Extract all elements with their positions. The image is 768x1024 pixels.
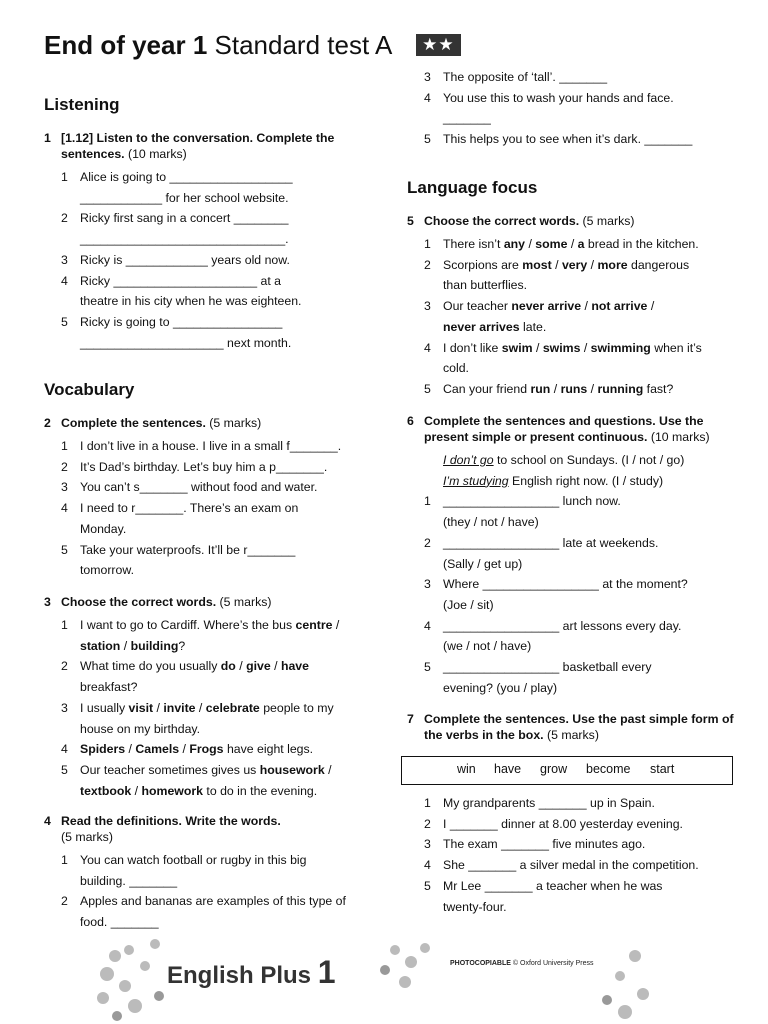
list-item: 3 Where _________________ at the moment? (Joe / sit) — [424, 577, 688, 612]
list-item: 1 You can watch football or rugby in this big building. _______ — [61, 853, 307, 888]
question-3: 3 Choose the correct words. (5 marks) 1 I want to go to Cardiff. Where’s the bus centre / station / building? 2 What time do you usually do / give / have breakfast? 3 I usually visit / invite / celebrate people to my house on my birthday. 4 Spiders / Camels / Frogs have eight legs. 5 Our teacher sometimes gives us housework / textbook / homework to do in the evening. — [44, 594, 364, 801]
question-2: 2 Complete the sentences. (5 marks) 1 I don’t live in a house. I live in a small f_______. 2 It’s Dad’s birthday. Let’s buy him a p_______. 3 You can’t s_______ without food and water. 4 I need to r_______. There’s an exam on Monday. 5 Take your waterproofs. It’ll be r_______ tomorrow. — [44, 415, 364, 581]
page-title — [44, 30, 461, 61]
list-item: 5 Our teacher sometimes gives us housework / textbook / homework to do in the evening. — [61, 762, 332, 798]
difficulty-stars-badge: ★★ — [416, 34, 460, 56]
brand-logo: English Plus 1 — [167, 954, 336, 990]
list-item: 1 I want to go to Cardiff. Where’s the bus centre / station / building? — [61, 618, 340, 653]
list-item: 4 Spiders / Camels / Frogs have eight legs. — [61, 742, 314, 757]
list-item: 5 _________________ basketball every evening? (you / play) — [424, 660, 652, 695]
copyright-line: PHOTOCOPIABLE © Oxford University Press — [450, 960, 594, 967]
list-item: 5 Take your waterproofs. It’ll be r_______ tomorrow. — [61, 542, 296, 578]
section-heading-vocabulary: Vocabulary — [44, 380, 135, 399]
question-instruction: [1.12] Listen to the conversation. Complete the sentences. — [61, 131, 335, 161]
list-item: 3 The opposite of ‘tall’. _______ — [424, 70, 608, 84]
list-item: 3 The exam _______ five minutes ago. — [424, 837, 646, 852]
list-item: 1 Alice is going to __________________ ____________ for her school website. — [61, 170, 293, 205]
list-item: 1 I don’t live in a house. I live in a small f_______. — [61, 439, 342, 453]
footer — [95, 936, 655, 1024]
question-marks: (10 marks) — [128, 147, 187, 161]
question-6: 6 Complete the sentences and questions. Use the present simple or present continuous. (10 marks) I don’t go to school on Sundays. (I / not / go) I’m studying English right now. (I / study) 1 _________________ lunch now. (they / not / have) 2 _________________ late at weekends. (Sally / get up) 3 Where _________________ at the moment? (Joe / sit) 4 _________________ art lessons every day. (we / not / have) 5 _________________ basketball every evening? (you / play) — [407, 413, 737, 698]
example-sentence: I’m studying English right now. (I / study) — [443, 473, 664, 488]
list-item: 3 Our teacher never arrive / not arrive / never arrives late. — [424, 299, 655, 334]
word-box-item: win — [457, 762, 476, 776]
list-item: 4 _________________ art lessons every day. (we / not / have) — [424, 618, 682, 654]
question-1 — [44, 130, 364, 353]
list-item: 2 What time do you usually do / give / have breakfast? — [61, 659, 309, 695]
list-item: 5 Mr Lee _______ a teacher when he was twenty-four. — [424, 878, 663, 914]
list-item: 2 Scorpions are most / very / more dangerous than butterflies. — [424, 257, 690, 293]
list-item: 5 This helps you to see when it’s dark. _______ — [424, 132, 693, 147]
word-box-item: have — [494, 762, 522, 776]
list-item: 1 There isn’t any / some / a bread in the kitchen. — [424, 237, 699, 251]
list-item: 5 Can your friend run / runs / running fast? — [424, 381, 674, 396]
example-sentence: I don’t go to school on Sundays. (I / not / go) — [443, 453, 685, 467]
title-bold: End of year 1 — [44, 30, 208, 60]
list-item: 5 Ricky is going to ________________ _____________________ next month. — [61, 314, 292, 350]
list-item: 2 Apples and bananas are examples of this type of food. _______ — [61, 894, 346, 930]
list-item: 4 I don’t like swim / swims / swimming when it’s cold. — [424, 340, 702, 376]
list-item: 1 My grandparents _______ up in Spain. — [424, 796, 655, 810]
title-rest: Standard test A — [214, 30, 391, 60]
list-item: 2 Ricky first sang in a concert ________ ______________________________. — [61, 211, 289, 247]
question-7-items — [407, 793, 737, 917]
question-number: 1 — [44, 131, 51, 145]
list-item: 2 _________________ late at weekends. (Sally / get up) — [424, 535, 659, 571]
list-item: 3 You can’t s_______ without food and water. — [61, 480, 318, 495]
question-4-continued — [407, 67, 737, 150]
word-box-item: grow — [540, 762, 568, 776]
section-heading-language-focus: Language focus — [407, 178, 538, 197]
word-box-item: start — [650, 762, 675, 776]
question-5: 5 Choose the correct words. (5 marks) 1 There isn’t any / some / a bread in the kitchen. 2 Scorpions are most / very / more dangerous than butterflies. 3 Our teacher never arrive / not arrive / never arrives late. 4 I don’t like swim / swims / swimming when it’s cold. 5 Can your friend run / runs / running fast? — [407, 213, 737, 400]
list-item: 4 I need to r_______. There’s an exam on Monday. — [61, 501, 299, 536]
list-item: 4 She _______ a silver medal in the competition. — [424, 858, 699, 873]
section-heading-listening: Listening — [44, 95, 120, 114]
question-4: 4 Read the definitions. Write the words. (5 marks) 1 You can watch football or rugby in this big building. _______ 2 Apples and bananas are examples of this type of food. _______ — [44, 813, 364, 933]
list-item: 3 Ricky is ____________ years old now. — [61, 252, 290, 267]
list-item: 2 It’s Dad’s birthday. Let’s buy him a p_______. — [61, 459, 328, 474]
list-item: 1 _________________ lunch now. (they / not / have) — [424, 494, 621, 530]
list-item: 3 I usually visit / invite / celebrate people to my house on my birthday. — [61, 700, 334, 736]
list-item: 4 Ricky _____________________ at a theatre in his city when he was eighteen. — [61, 273, 302, 309]
list-item: 4 You use this to wash your hands and face. _______ — [424, 90, 674, 126]
question-7: 7 Complete the sentences. Use the past simple form of the verbs in the box. (5 marks) — [407, 712, 734, 742]
word-box — [401, 756, 733, 785]
word-box-item: become — [586, 762, 631, 776]
list-item: 2 I _______ dinner at 8.00 yesterday evening. — [424, 816, 683, 831]
